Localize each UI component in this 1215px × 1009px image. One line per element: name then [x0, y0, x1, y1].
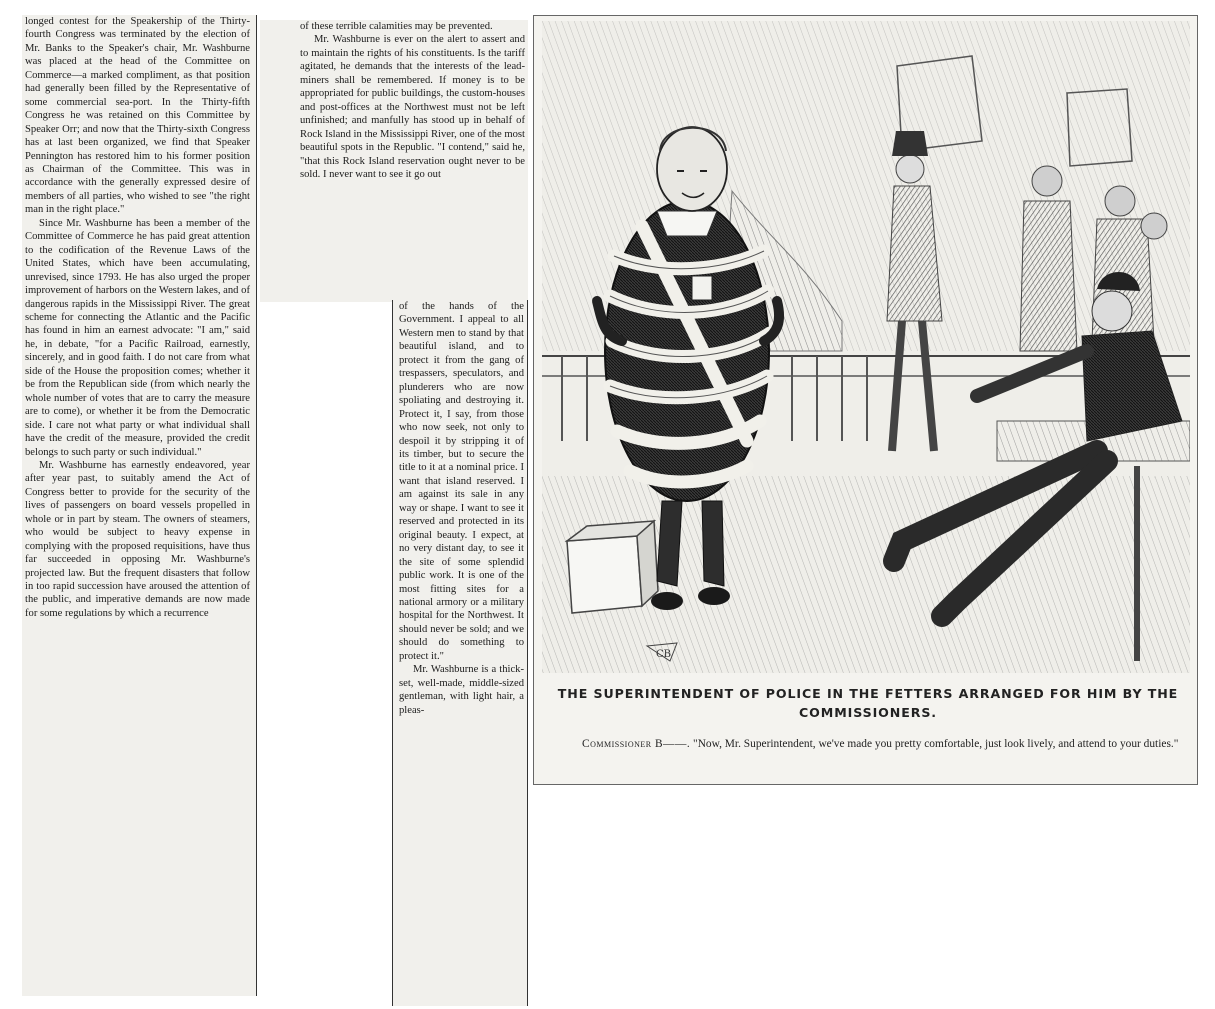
article-column-3 [392, 300, 528, 1006]
article-column-1 [22, 15, 257, 996]
cartoon-caption-title: THE SUPERINTENDENT OF POLICE IN THE FETTERS ARRANGED FOR HIM BY THE COMMISSIONERS. [557, 686, 1179, 720]
badge-icon [692, 276, 712, 300]
caption-quote-text: "Now, Mr. Superintendent, we've made you pretty comfortable, just look lively, and attend to your duties." [693, 738, 1179, 750]
caption-speaker: Commissioner B——. [582, 738, 691, 750]
column-1-paragraph-3: Mr. Washburne has earnestly endeavored, year after year past, to suitably amend the Act of Congress better to provide for the security of the lives of passengers on board vessels propelled in whole or in part by steam. The owners of steamers, who would be subject to heavy expense in complying with the proposed requisitions, have thus far succeeded in opposing Mr. Washburne's projected law. But the frequent disasters that follow in too rapid succession have aroused the attention of the public, and imperative demands are now made for some regulations by which a recurrence [25, 459, 250, 619]
column-1-paragraph-2: Since Mr. Washburne has been a member of the Committee of Commerce he has paid great attention to the codification of the Revenue Laws of the United States, which have been accumulating, unrevised, since 1793. He has also urged the proper improvement of harbors on the Western lakes, and of dangerous rapids in the Mississippi River. The great scheme for connecting the Atlantic and the Pacific has found in him an earnest advocate: "I am," said he, in debate, "for a Pacific Railroad, earnestly, sincerely, and in good faith. I do not care from what side of the House the proposition comes; whether it be from the Republican side (from which nearly the whole number of votes that are to carry the measure are to come), or whether it be from the Democratic side. I care not what party or what individual shall have the credit of the measure, provided the credit belongs to such party or such individual." [25, 217, 250, 458]
column-2-paragraph-1: of these terrible calamities may be prevented. [300, 21, 493, 32]
column-2-paragraph-2: Mr. Washburne is ever on the alert to assert and to maintain the rights of his constituents. Is the tariff agitated, he demands that the interests of the lead-miners shall be remembered. If money is to be appropriated for public buildings, the custom-houses and post-offices at the Northwest must not be left unfinished; and manfully has stood up in behalf of Rock Island in the Mississippi River, one of the most beautiful spots in the Republic. "I contend," said he, "that this Rock Island reservation ought never to be sold. I never want to see it go out [300, 34, 525, 180]
signature-text: CB [656, 649, 671, 660]
engraving-artwork [542, 21, 1190, 673]
article-column-2 [260, 20, 528, 302]
column-3-paragraph-2: Mr. Washburne is a thick-set, well-made, middle-sized gentleman, with light hair, a pleas- [399, 664, 524, 716]
shirt-collar [657, 211, 717, 236]
column-3-paragraph-1: of the hands of the Government. I appeal to all Western men to stand by that beautiful island, and to protect it from the gang of trespassers, speculators, and plunderers who are now spoliating and destroying it. Protect it, I say, from those who now seek, not only to despoil it by stripping it of its timber, but to secure the title to it at a nominal price. I want that island reserved. I am against its sale in any way or shape. I want to see it reserved and protected in its original beauty. I expect, at no very distant day, to see it the site of some splendid public work. It is one of the most fitting sites for a national armory or a military hospital for the Northwest. It should never be sold; and we should do something to protect it." [399, 301, 524, 662]
column-1-paragraph-1: longed contest for the Speakership of the Thirty-fourth Congress was terminated by the election of Mr. Banks to the Speaker's chair, Mr. Washburne was placed at the head of the Committee on Commerce—a marked compliment, as that position had generally been filled by the Representative of some commercial sea-port. In the Thirty-fifth Congress he was retained on this Committee by Speaker Orr; and now that the Thirty-sixth Congress has at last been organized, we find that Speaker Pennington has restored him to his former position as Chairman of the Committee. This was in accordance with the generally expressed desire of members of all parties, who wished to see "the right man in the right place." [25, 16, 250, 216]
cartoon-illustration [533, 15, 1198, 785]
box-on-floor [567, 521, 658, 613]
superintendent-head [657, 127, 727, 211]
cartoon-caption-quote [558, 736, 1186, 752]
